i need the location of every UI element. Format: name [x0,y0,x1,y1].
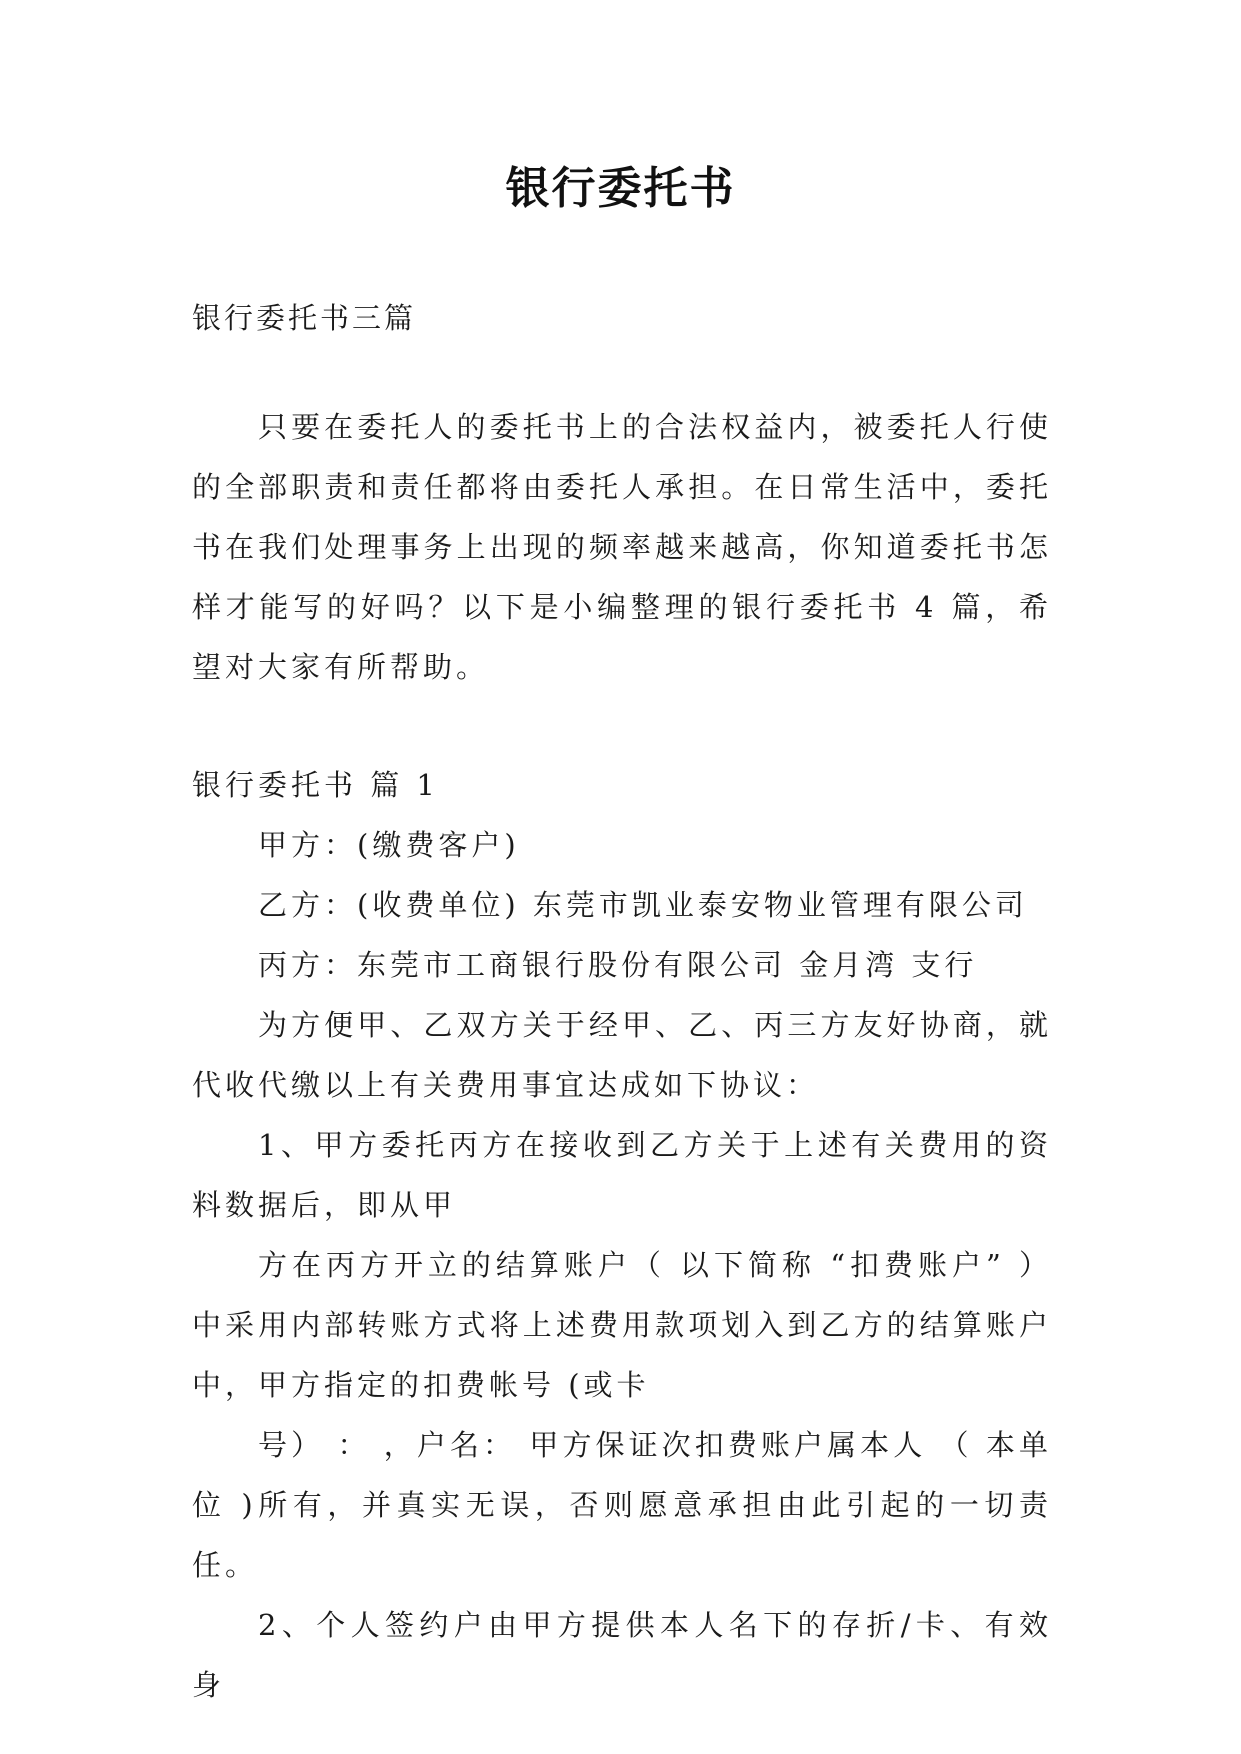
document-subtitle: 银行委托书三篇 [192,301,417,335]
intro-text: 只要在委托人的委托书上的合法权益内，被委托人行使的全部职责和责任都将由委托人承担。在日常生活中，委托书在我们处理事务上出现的频率越来越高，你知道委托书怎样才能写的好吗？以下是小编整理的银行委托书 4 篇，希望对大家有所帮助。 [192,410,1052,684]
document-title: 银行委托书 [505,163,736,214]
section-1 [192,755,1052,1715]
intro-paragraph [192,397,1052,697]
clause-1-paragraph: 1、甲方委托丙方在接收到乙方关于上述有关费用的资料数据后，即从甲 [192,1128,1052,1222]
section-heading: 银行委托书 篇 1 [192,768,439,802]
clause-1-continued-paragraph: 方在丙方开立的结算账户（ 以下简称 “扣费账户” ）中采用内部转账方式将上述费用款项划入到乙方的结算账户中，甲方指定的扣费帐号 (或卡 [192,1248,1052,1402]
agreement-paragraph: 为方便甲、乙双方关于经甲、乙、丙三方友好协商，就代收代缴以上有关费用事宜达成如下协议： [192,1008,1052,1102]
party-a-line: 甲方：(缴费客户) [258,828,520,862]
account-holder-paragraph: 号） ： ，户名： 甲方保证次扣费账户属本人 （ 本单位 )所有，并真实无误，否则愿意承担由此引起的一切责任。 [192,1428,1052,1582]
clause-2-paragraph: 2、个人签约户由甲方提供本人名下的存折/卡、有效身 [192,1608,1052,1702]
party-c-line: 丙方：东莞市工商银行股份有限公司 金月湾 支行 [258,948,978,982]
party-b-line: 乙方：(收费单位) 东莞市凯业泰安物业管理有限公司 [258,888,1028,922]
